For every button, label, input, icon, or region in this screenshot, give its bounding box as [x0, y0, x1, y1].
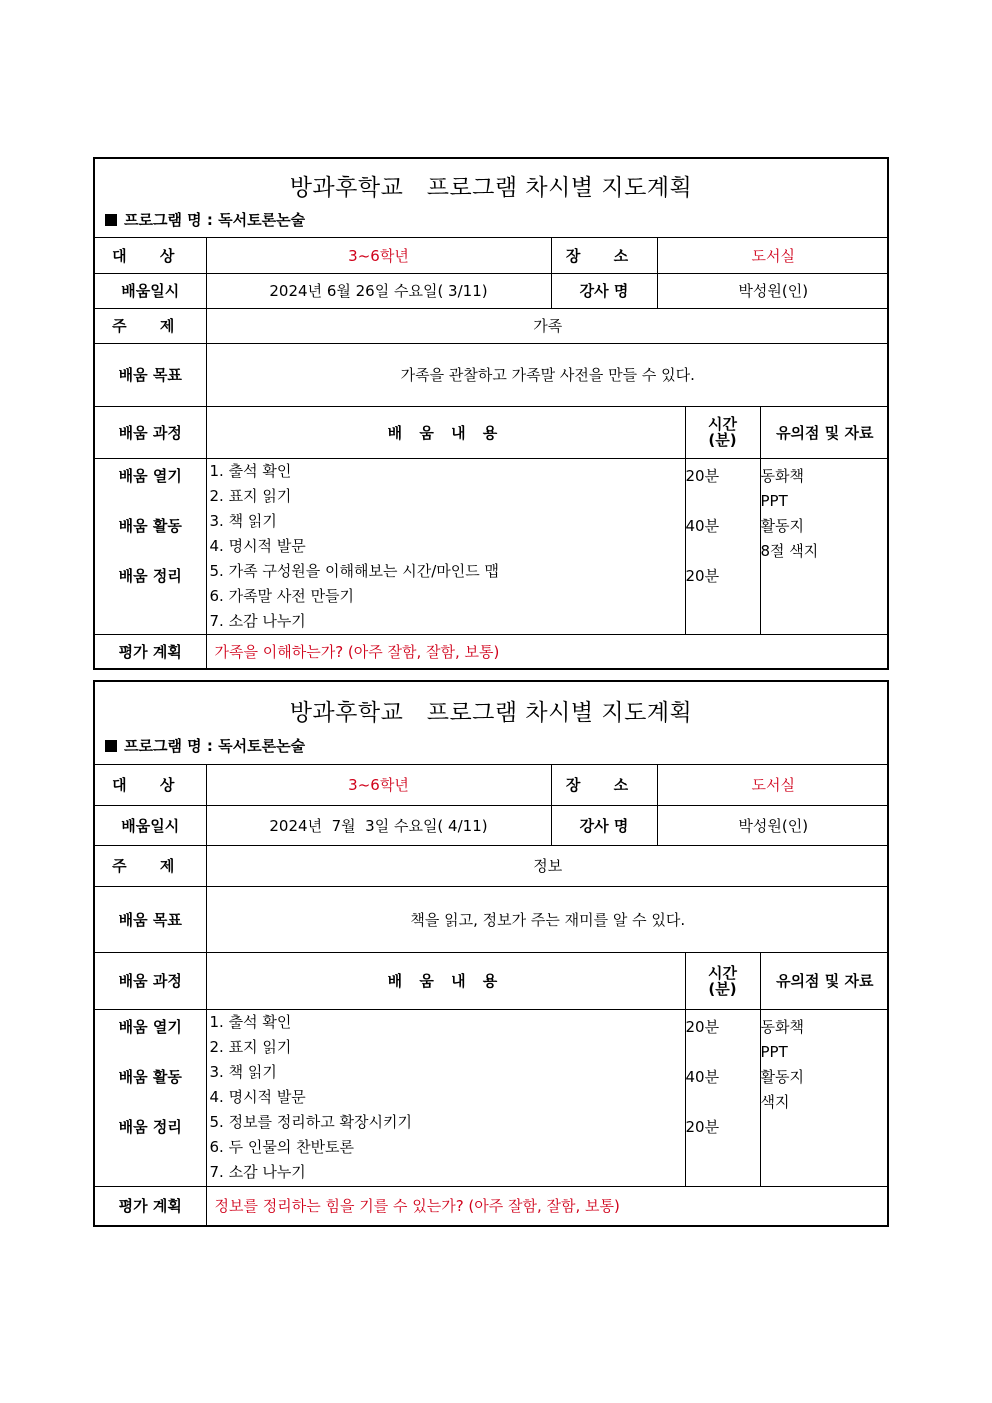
topic-value: 가족: [206, 308, 889, 343]
material-item: 색지: [760, 1092, 790, 1111]
materials-cell: [760, 458, 889, 634]
time-open: 20분: [685, 466, 720, 485]
lesson-plan-2: [93, 680, 889, 1227]
notes-header: 유의점 및 자료: [760, 406, 889, 458]
time-close: 20분: [685, 566, 720, 585]
time-activity: 40분: [685, 1067, 720, 1086]
list-item: 1. 출석 확인: [209, 1012, 292, 1031]
target-label: 대 상: [95, 765, 206, 805]
stage-close: 배움 정리: [118, 566, 182, 585]
plan-table: [95, 765, 889, 1225]
eval-label: 평가 계획: [95, 1186, 206, 1225]
list-item: 2. 표지 읽기: [209, 1037, 292, 1056]
plan-title: 방과후학교 프로그램 차시별 지도계획: [289, 175, 693, 201]
program-name-text: 프로그램 명 : 독서토론논술: [124, 211, 306, 229]
list-item: 4. 명시적 발문: [209, 1087, 306, 1106]
topic-label: 주 제: [95, 308, 206, 343]
teacher-label: 강사 명: [551, 805, 657, 845]
material-item: 활동지: [760, 1067, 804, 1086]
list-item: 6. 가족말 사전 만들기: [209, 586, 355, 605]
place-label: 장 소: [551, 765, 657, 805]
list-item: 2. 표지 읽기: [209, 486, 292, 505]
plan-table: [95, 238, 889, 668]
eval-value: 가족을 이해하는가? (아주 잘함, 잘함, 보통): [206, 634, 889, 668]
content-cell: [206, 1009, 685, 1186]
square-bullet-icon: [105, 214, 117, 226]
plan-title: 방과후학교 프로그램 차시별 지도계획: [289, 700, 693, 726]
place-value: 도서실: [657, 238, 889, 273]
goal-label: 배움 목표: [95, 886, 206, 952]
stage-activity: 배움 활동: [118, 516, 182, 535]
time-header-line2: (분): [708, 431, 737, 449]
content-header: 배 움 내 용: [206, 406, 685, 458]
time-activity: 40분: [685, 516, 720, 535]
content-cell: [206, 458, 685, 634]
list-item: 7. 소감 나누기: [209, 1162, 306, 1181]
plan-header: [95, 682, 887, 765]
list-item: 3. 책 읽기: [209, 1062, 277, 1081]
material-item: 8절 색지: [760, 541, 819, 560]
date-label: 배움일시: [95, 805, 206, 845]
time-open: 20분: [685, 1017, 720, 1036]
list-item: 4. 명시적 발문: [209, 536, 306, 555]
content-header: 배 움 내 용: [206, 952, 685, 1009]
time-cell: [685, 1009, 760, 1186]
list-item: 5. 가족 구성원을 이해해보는 시간/마인드 맵: [209, 561, 500, 580]
goal-label: 배움 목표: [95, 343, 206, 406]
list-item: 5. 정보를 정리하고 확장시키기: [209, 1112, 412, 1131]
date-value: 2024년 6월 26일 수요일( 3/11): [206, 273, 551, 308]
time-header-line1: 시간: [708, 963, 737, 982]
process-header: 배움 과정: [95, 406, 206, 458]
target-value: 3~6학년: [206, 765, 551, 805]
stage-cell: [95, 458, 206, 634]
program-name-text: 프로그램 명 : 독서토론논술: [124, 737, 306, 755]
plan-header: [95, 159, 887, 238]
square-bullet-icon: [105, 740, 117, 752]
material-item: 동화책: [760, 466, 804, 485]
time-header-line2: (분): [708, 979, 737, 998]
process-header: 배움 과정: [95, 952, 206, 1009]
material-item: 활동지: [760, 516, 804, 535]
goal-value: 가족을 관찰하고 가족말 사전을 만들 수 있다.: [206, 343, 889, 406]
teacher-value: 박성원(인): [657, 805, 889, 845]
notes-header: 유의점 및 자료: [760, 952, 889, 1009]
eval-label: 평가 계획: [95, 634, 206, 668]
time-header: [685, 952, 760, 1009]
time-close: 20분: [685, 1117, 720, 1136]
material-item: PPT: [760, 1042, 788, 1061]
program-name: [105, 735, 305, 756]
material-item: 동화책: [760, 1017, 804, 1036]
program-name: [105, 209, 305, 230]
place-label: 장 소: [551, 238, 657, 273]
material-item: PPT: [760, 491, 788, 510]
lesson-plan-1: [93, 157, 889, 670]
stage-activity: 배움 활동: [118, 1067, 182, 1086]
stage-open: 배움 열기: [118, 1017, 182, 1036]
materials-cell: [760, 1009, 889, 1186]
time-header: [685, 406, 760, 458]
date-label: 배움일시: [95, 273, 206, 308]
target-value: 3~6학년: [206, 238, 551, 273]
list-item: 7. 소감 나누기: [209, 611, 306, 630]
list-item: 6. 두 인물의 찬반토론: [209, 1137, 355, 1156]
time-header-line1: 시간: [708, 415, 737, 433]
stage-open: 배움 열기: [118, 466, 182, 485]
list-item: 1. 출석 확인: [209, 461, 292, 480]
time-cell: [685, 458, 760, 634]
stage-close: 배움 정리: [118, 1117, 182, 1136]
goal-value: 책을 읽고, 정보가 주는 재미를 알 수 있다.: [206, 886, 889, 952]
target-label: 대 상: [95, 238, 206, 273]
list-item: 3. 책 읽기: [209, 511, 277, 530]
date-value: 2024년 7월 3일 수요일( 4/11): [206, 805, 551, 845]
teacher-value: 박성원(인): [657, 273, 889, 308]
stage-cell: [95, 1009, 206, 1186]
topic-value: 정보: [206, 845, 889, 886]
eval-value: 정보를 정리하는 힘을 기를 수 있는가? (아주 잘함, 잘함, 보통): [206, 1186, 889, 1225]
place-value: 도서실: [657, 765, 889, 805]
teacher-label: 강사 명: [551, 273, 657, 308]
topic-label: 주 제: [95, 845, 206, 886]
